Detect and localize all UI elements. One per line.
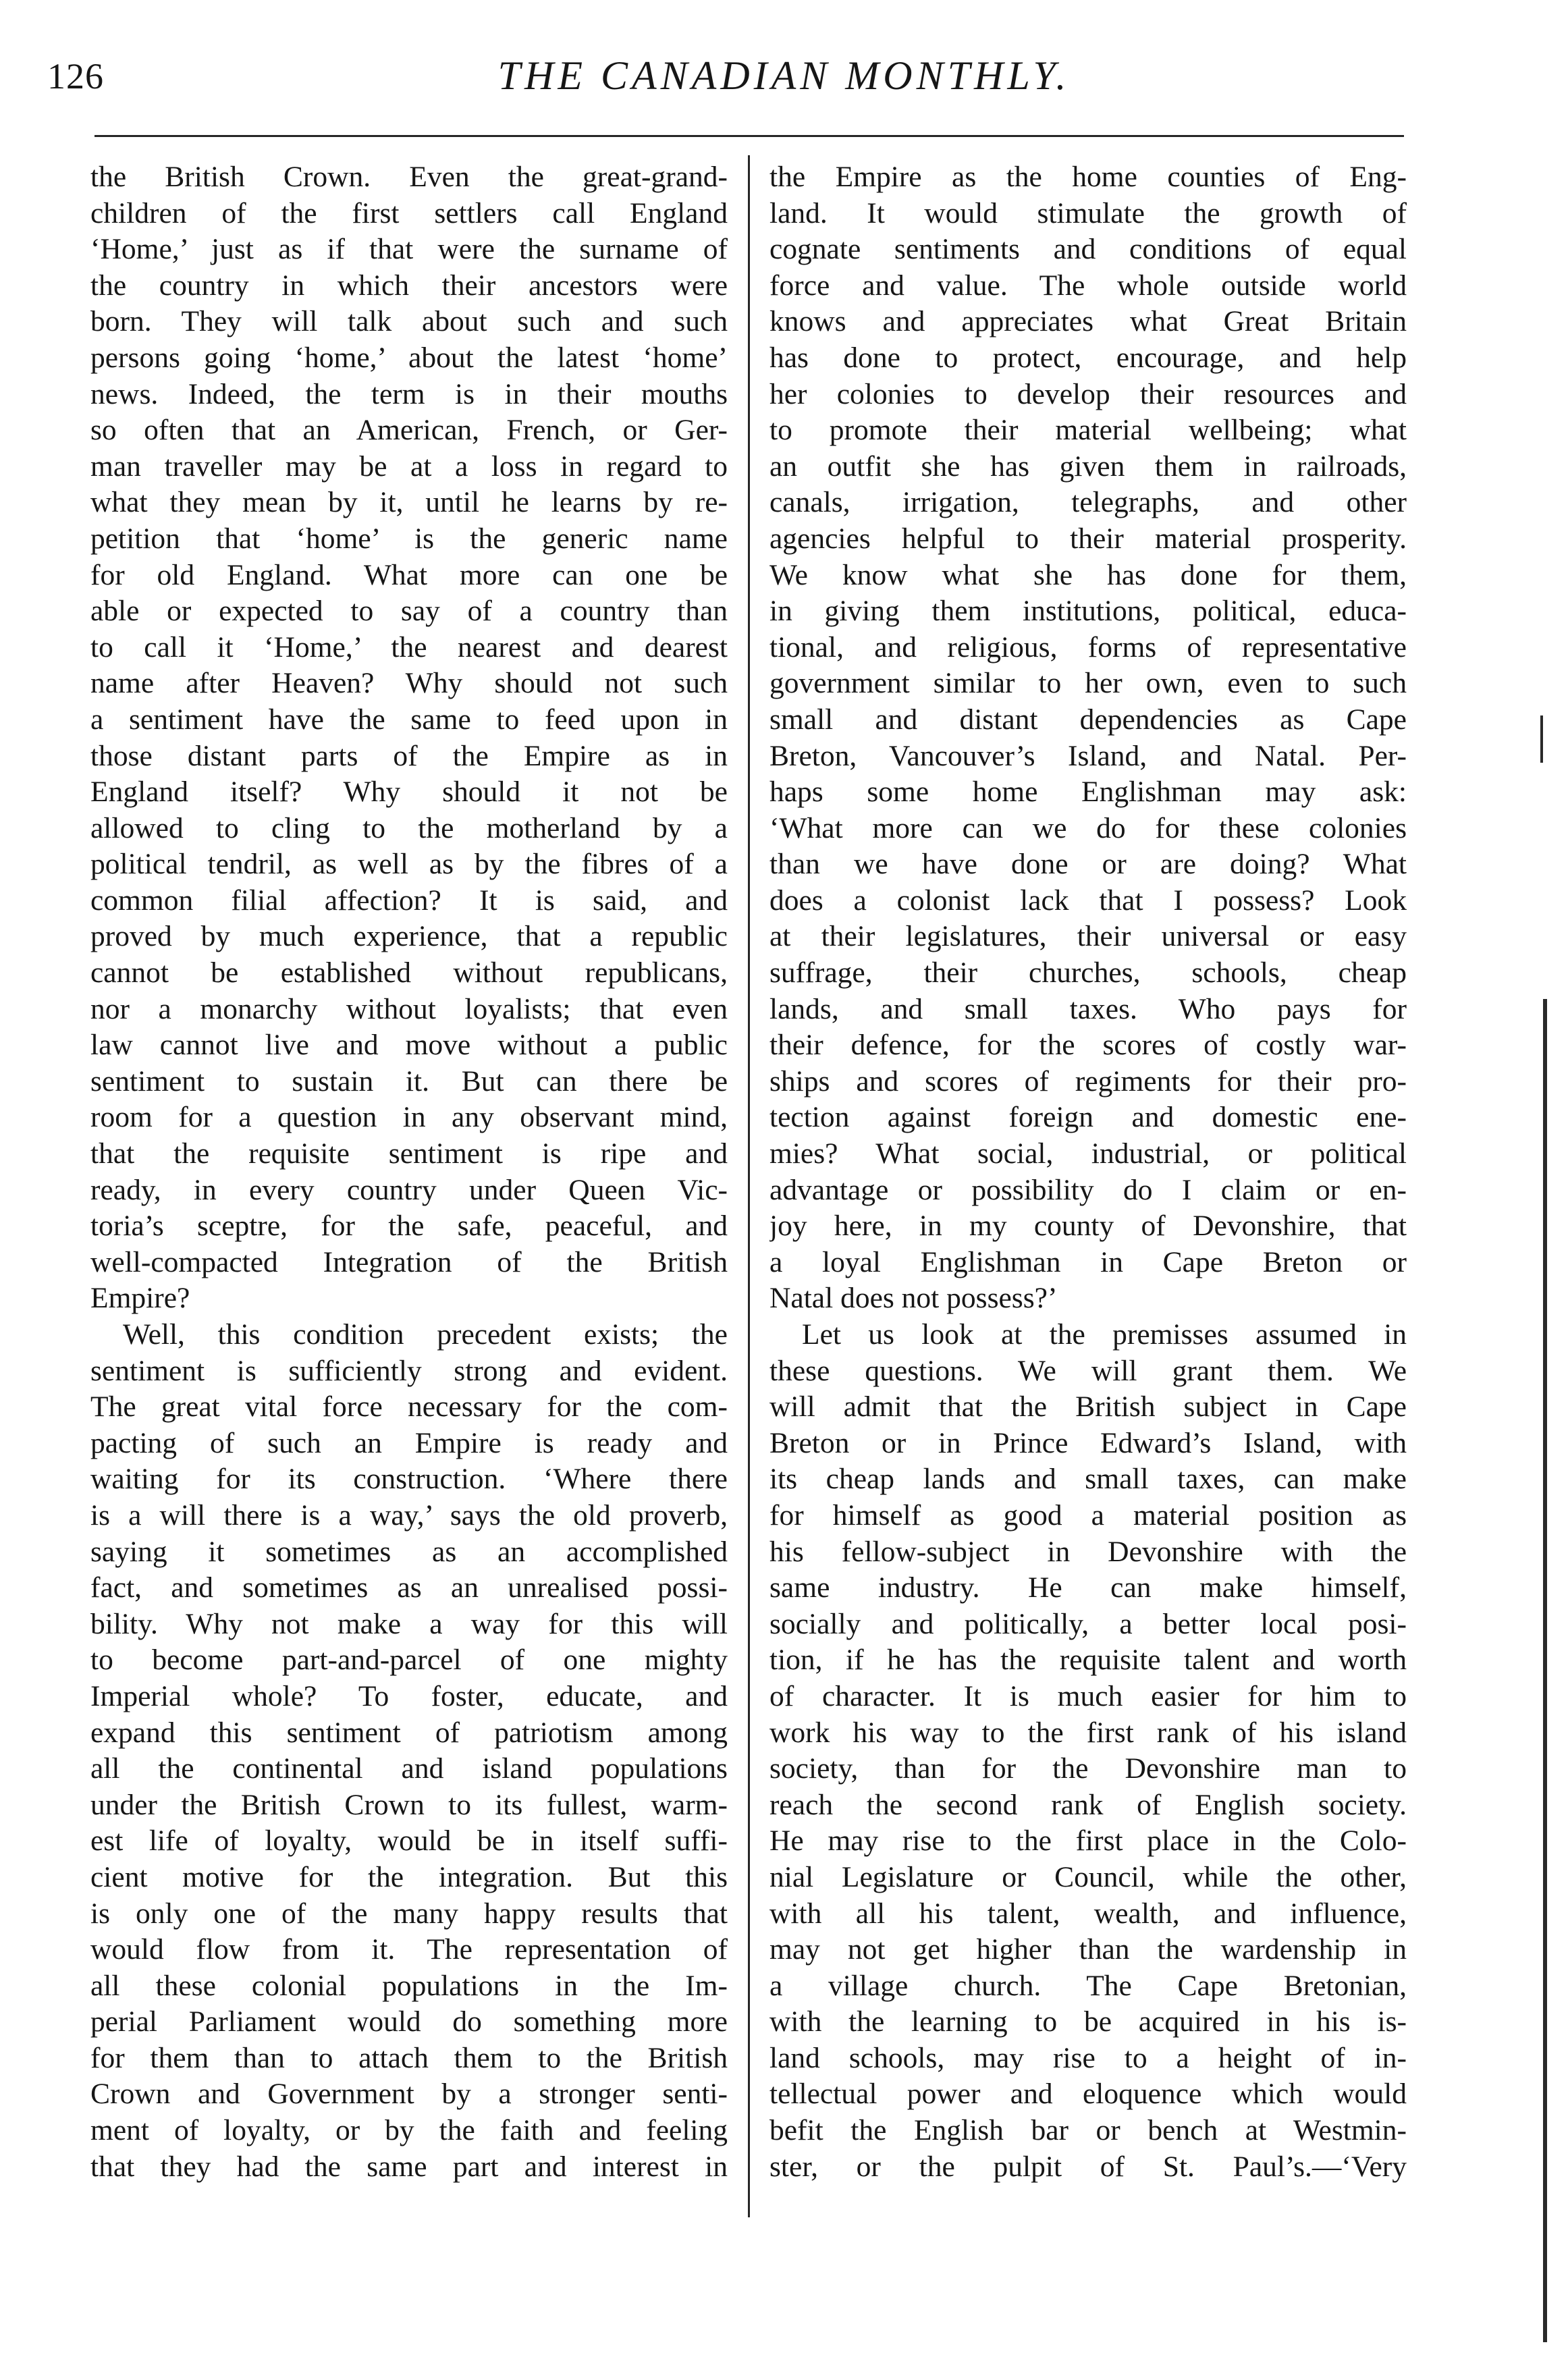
text-line: the Empire as the home counties of Eng- <box>769 161 1407 193</box>
text-line: sentiment is sufficiently strong and evident. <box>90 1354 728 1387</box>
text-line: is only one of the many happy results that <box>90 1897 728 1930</box>
text-line: cannot be established without republicans, <box>90 956 728 990</box>
column-divider <box>748 155 750 2217</box>
text-line: man traveller may be at a loss in regard to <box>90 450 728 483</box>
text-line: pacting of such an Empire is ready and <box>90 1426 728 1459</box>
text-line: The great vital force necessary for the com- <box>90 1390 728 1424</box>
text-line: saying it sometimes as an accomplished <box>90 1535 728 1568</box>
text-line: these questions. We will grant them. We <box>769 1354 1407 1387</box>
text-line: tional, and religious, forms of representative <box>769 630 1407 664</box>
text-line: perial Parliament would do something more <box>90 2005 728 2038</box>
text-line: news. Indeed, the term is in their mouths <box>90 377 728 410</box>
text-line: born. They will talk about such and such <box>90 305 728 338</box>
text-line: its cheap lands and small taxes, can make <box>769 1463 1407 1496</box>
text-line: under the British Crown to its fullest, warm- <box>90 1788 728 1821</box>
right-column <box>769 159 1407 2185</box>
text-line: political tendril, as well as by the fibres of a <box>90 848 728 881</box>
text-line: to promote their material wellbeing; what <box>769 414 1407 447</box>
text-line: lands, and small taxes. Who pays for <box>769 992 1407 1025</box>
text-line: for old England. What more can one be <box>90 558 728 591</box>
text-line: name after Heaven? Why should not such <box>90 667 728 700</box>
paragraph-end-line: Natal does not possess?’ <box>769 1282 1058 1315</box>
text-line: waiting for its construction. ‘Where there <box>90 1463 728 1496</box>
text-line: does a colonist lack that I possess? Look <box>769 884 1407 917</box>
text-line: knows and appreciates what Great Britain <box>769 305 1407 338</box>
text-line: tellectual power and eloquence which would <box>769 2078 1407 2111</box>
text-line: all these colonial populations in the Im- <box>90 1969 728 2002</box>
text-line: land schools, may rise to a height of in- <box>769 2041 1407 2074</box>
text-line: befit the English bar or bench at Westmin- <box>769 2114 1407 2147</box>
text-line: their defence, for the scores of costly war- <box>769 1029 1407 1062</box>
text-line: well-compacted Integration of the British <box>90 1245 728 1278</box>
text-line: law cannot live and move without a public <box>90 1029 728 1062</box>
text-line: room for a question in any observant mind, <box>90 1101 728 1134</box>
text-line: ships and scores of regiments for their pro- <box>769 1064 1407 1098</box>
text-line: a village church. The Cape Bretonian, <box>769 1969 1407 2002</box>
text-line: able or expected to say of a country than <box>90 595 728 628</box>
text-line: ment of loyalty, or by the faith and feeling <box>90 2114 728 2147</box>
text-line: to call it ‘Home,’ the nearest and dearest <box>90 630 728 664</box>
text-line: same industry. He can make himself, <box>769 1571 1407 1604</box>
text-line: than we have done or are doing? What <box>769 848 1407 881</box>
text-line: that the requisite sentiment is ripe and <box>90 1137 728 1170</box>
text-line: canals, irrigation, telegraphs, and other <box>769 486 1407 519</box>
text-line: fact, and sometimes as an unrealised possi- <box>90 1571 728 1604</box>
text-line: at their legislatures, their universal or easy <box>769 920 1407 953</box>
text-line: ster, or the pulpit of St. Paul’s.—‘Very <box>769 2150 1407 2183</box>
text-line: cognate sentiments and conditions of equal <box>769 233 1407 266</box>
text-line: tection against foreign and domestic ene- <box>769 1101 1407 1134</box>
text-line: his fellow-subject in Devonshire with the <box>769 1535 1407 1568</box>
text-line: those distant parts of the Empire as in <box>90 739 728 772</box>
text-line: a loyal Englishman in Cape Breton or <box>769 1245 1407 1278</box>
text-line: persons going ‘home,’ about the latest ‘home’ <box>90 341 728 374</box>
text-line: He may rise to the first place in the Colo- <box>769 1824 1407 1858</box>
text-line: England itself? Why should it not be <box>90 776 728 809</box>
text-line: all the continental and island populations <box>90 1752 728 1785</box>
text-line: an outfit she has given them in railroads, <box>769 450 1407 483</box>
text-line: We know what she has done for them, <box>769 558 1407 591</box>
text-line: haps some home Englishman may ask: <box>769 776 1407 809</box>
text-line: ready, in every country under Queen Vic- <box>90 1173 728 1206</box>
left-column <box>90 159 728 2185</box>
text-line: reach the second rank of English society. <box>769 1788 1407 1821</box>
text-line: to become part-and-parcel of one mighty <box>90 1644 728 1677</box>
text-line: Imperial whole? To foster, educate, and <box>90 1679 728 1712</box>
text-line: mies? What social, industrial, or political <box>769 1137 1407 1170</box>
text-line: the country in which their ancestors were <box>90 269 728 302</box>
text-line: land. It would stimulate the growth of <box>769 196 1407 229</box>
text-line: in giving them institutions, political, educa- <box>769 595 1407 628</box>
text-line: small and distant dependencies as Cape <box>769 703 1407 736</box>
text-line: has done to protect, encourage, and help <box>769 341 1407 374</box>
text-line: may not get higher than the wardenship in <box>769 1933 1407 1966</box>
text-line: is a will there is a way,’ says the old proverb, <box>90 1498 728 1532</box>
text-line: Breton, Vancouver’s Island, and Natal. Per- <box>769 739 1407 772</box>
text-line: for himself as good a material position as <box>769 1498 1407 1532</box>
text-line: her colonies to develop their resources and <box>769 377 1407 410</box>
text-line: allowed to cling to the motherland by a <box>90 811 728 844</box>
text-line: the British Crown. Even the great-grand- <box>90 161 728 193</box>
text-line: socially and politically, a better local posi- <box>769 1607 1407 1640</box>
text-line: children of the first settlers call England <box>90 196 728 229</box>
text-line: what they mean by it, until he learns by re- <box>90 486 728 519</box>
text-line: toria’s sceptre, for the safe, peaceful, and <box>90 1210 728 1243</box>
text-line: with all his talent, wealth, and influence, <box>769 1897 1407 1930</box>
text-line: work his way to the first rank of his island <box>769 1716 1407 1749</box>
scan-edge-mark <box>1540 715 1543 763</box>
paragraph-start-line: Let us look at the premisses assumed in <box>802 1318 1407 1351</box>
text-line: bility. Why not make a way for this will <box>90 1607 728 1640</box>
text-line: nial Legislature or Council, while the other, <box>769 1860 1407 1893</box>
text-line: would flow from it. The representation of <box>90 1933 728 1966</box>
header-rule <box>94 135 1404 137</box>
text-line: agencies helpful to their material prosperity. <box>769 522 1407 555</box>
text-line: expand this sentiment of patriotism among <box>90 1716 728 1749</box>
text-line: ‘Home,’ just as if that were the surname of <box>90 233 728 266</box>
text-line: petition that ‘home’ is the generic name <box>90 522 728 555</box>
text-line: force and value. The whole outside world <box>769 269 1407 302</box>
text-line: with the learning to be acquired in his is- <box>769 2005 1407 2038</box>
text-line: suffrage, their churches, schools, cheap <box>769 956 1407 990</box>
text-line: of character. It is much easier for him to <box>769 1679 1407 1712</box>
text-line: est life of loyalty, would be in itself suffi- <box>90 1824 728 1858</box>
text-line: proved by much experience, that a republic <box>90 920 728 953</box>
text-line: cient motive for the integration. But this <box>90 1860 728 1893</box>
text-line: government similar to her own, even to such <box>769 667 1407 700</box>
text-line: advantage or possibility do I claim or en- <box>769 1173 1407 1206</box>
page-number: 126 <box>47 56 104 97</box>
text-line: society, than for the Devonshire man to <box>769 1752 1407 1785</box>
scan-edge-mark <box>1543 999 1547 2342</box>
running-title: THE CANADIAN MONTHLY. <box>497 53 1071 98</box>
text-line: joy here, in my county of Devonshire, that <box>769 1210 1407 1243</box>
text-line: tion, if he has the requisite talent and worth <box>769 1644 1407 1677</box>
text-line: so often that an American, French, or Ger- <box>90 414 728 447</box>
text-line: a sentiment have the same to feed upon in <box>90 703 728 736</box>
paragraph-end-line: Empire? <box>90 1282 190 1315</box>
text-line: will admit that the British subject in Cape <box>769 1390 1407 1424</box>
text-line: for them than to attach them to the British <box>90 2041 728 2074</box>
text-line: common filial affection? It is said, and <box>90 884 728 917</box>
paragraph-start-line: Well, this condition precedent exists; the <box>123 1318 728 1351</box>
text-line: Crown and Government by a stronger senti- <box>90 2078 728 2111</box>
text-line: nor a monarchy without loyalists; that even <box>90 992 728 1025</box>
text-line: ‘What more can we do for these colonies <box>769 811 1407 844</box>
text-line: sentiment to sustain it. But can there be <box>90 1064 728 1098</box>
text-line: Breton or in Prince Edward’s Island, with <box>769 1426 1407 1459</box>
text-line: that they had the same part and interest in <box>90 2150 728 2183</box>
